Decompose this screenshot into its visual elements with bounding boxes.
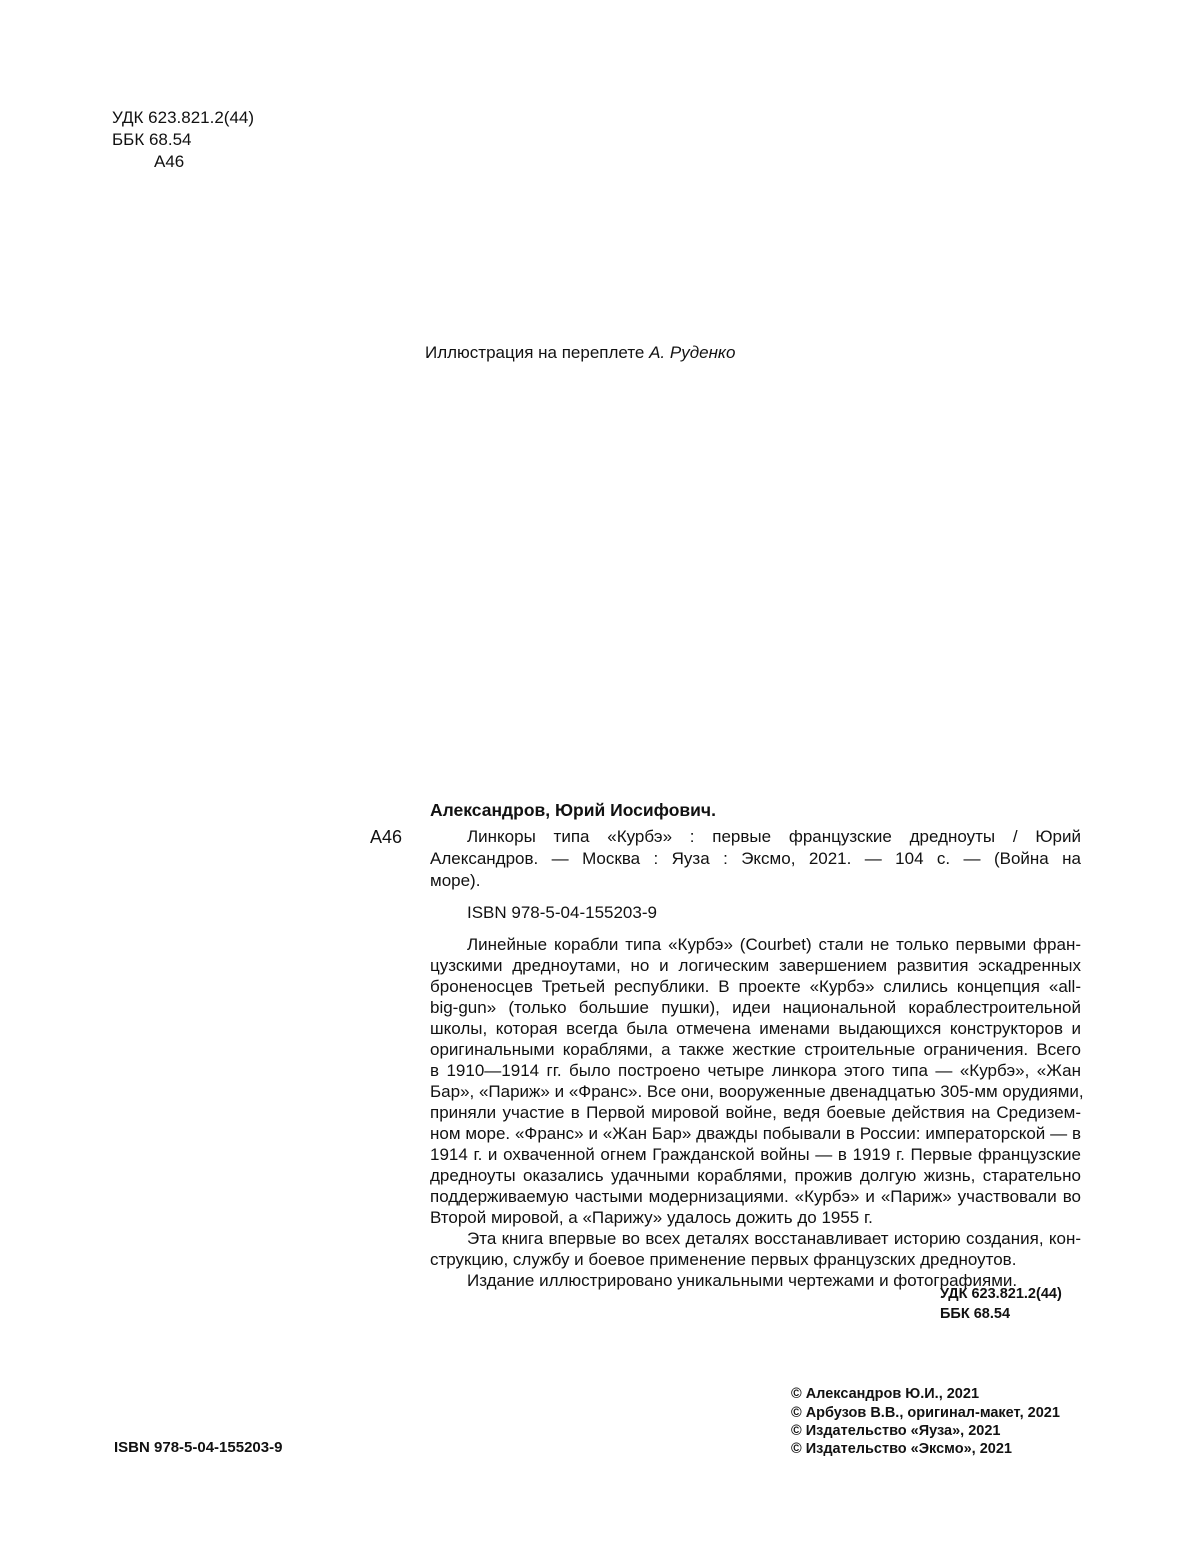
- annotation-line: броненосцев Третьей республики. В проекте «Курбэ» слились концепция «all-: [430, 977, 1081, 996]
- catalog-isbn: ISBN 978-5-04-155203-9: [467, 903, 657, 922]
- annotation-line: цузскими дредноутами, но и логическим завершением развития эскадренных: [430, 956, 1081, 975]
- annotation-line: Линейные корабли типа «Курбэ» (Courbet) стали не только первыми фран-: [467, 935, 1081, 954]
- illustration-credit: [425, 343, 735, 363]
- top-udk-code: УДК 623.821.2(44): [112, 108, 255, 127]
- catalog-author: Александров, Юрий Иосифович.: [430, 800, 716, 820]
- annotation-line: поддерживаемую частыми модернизациями. «Курбэ» и «Париж» участвовали во: [430, 1187, 1081, 1206]
- annotation-line: 1914 г. и охваченной огнем Гражданской войны — в 1919 г. Первые французские: [430, 1145, 1081, 1164]
- bottom-bbk-code: ББК 68.54: [940, 1306, 1011, 1322]
- annotation-line: в 1910—1914 гг. было построено четыре линкора этого типа — «Курбэ», «Жан: [430, 1061, 1081, 1080]
- illustration-artist: А. Руденко: [649, 343, 736, 362]
- catalog-title-line: Линкоры типа «Курбэ» : первые французские дредноуты / Юрий: [467, 827, 1081, 846]
- annotation-line: приняли участие в Первой мировой войне, ведя боевые действия на Средизем-: [430, 1103, 1081, 1122]
- annotation-line: оригинальными кораблями, а также жесткие строительные ограничения. Всего: [430, 1040, 1081, 1059]
- catalog-title-line: море).: [430, 871, 481, 890]
- catalog-author-sign: А46: [370, 827, 403, 847]
- top-author-sign: А46: [154, 152, 185, 171]
- annotation-line: ном море. «Франс» и «Жан Бар» дважды побывали в России: императорской — в: [430, 1124, 1081, 1143]
- copyright-line: © Арбузов В.В., оригинал-макет, 2021: [791, 1405, 1060, 1421]
- annotation-line: Бар», «Париж» и «Франс». Все они, вооруженные двенадцатью 305-мм орудиями,: [430, 1082, 1084, 1101]
- illustration-label: Иллюстрация на переплете: [425, 343, 650, 362]
- annotation-line: дредноуты оказались удачными кораблями, прожив долгую жизнь, старательно: [430, 1166, 1081, 1185]
- annotation-line: big-gun» (только большие пушки), идеи национальной кораблестроительной: [430, 998, 1081, 1017]
- annotation-line: Второй мировой, а «Парижу» удалось дожить до 1955 г.: [430, 1208, 873, 1227]
- bottom-udk-code: УДК 623.821.2(44): [940, 1286, 1062, 1302]
- copyright-line: © Издательство «Эксмо», 2021: [791, 1441, 1012, 1457]
- annotation-line: Издание иллюстрировано уникальными чертежами и фотографиями.: [467, 1271, 1018, 1290]
- catalog-title-line: Александров. — Москва : Яуза : Эксмо, 2021. — 104 с. — (Война на: [430, 849, 1081, 868]
- annotation-line: струкцию, службу и боевое применение первых французских дредноутов.: [430, 1250, 1017, 1269]
- annotation-line: школы, которая всегда была отмечена именами выдающихся конструкторов и: [430, 1019, 1081, 1038]
- copyright-line: © Александров Ю.И., 2021: [791, 1386, 980, 1402]
- isbn-bottom: ISBN 978-5-04-155203-9: [114, 1439, 283, 1456]
- copyright-line: © Издательство «Яуза», 2021: [791, 1423, 1001, 1439]
- annotation-line: Эта книга впервые во всех деталях восстанавливает историю создания, кон-: [467, 1229, 1081, 1248]
- top-bbk-code: ББК 68.54: [112, 130, 192, 149]
